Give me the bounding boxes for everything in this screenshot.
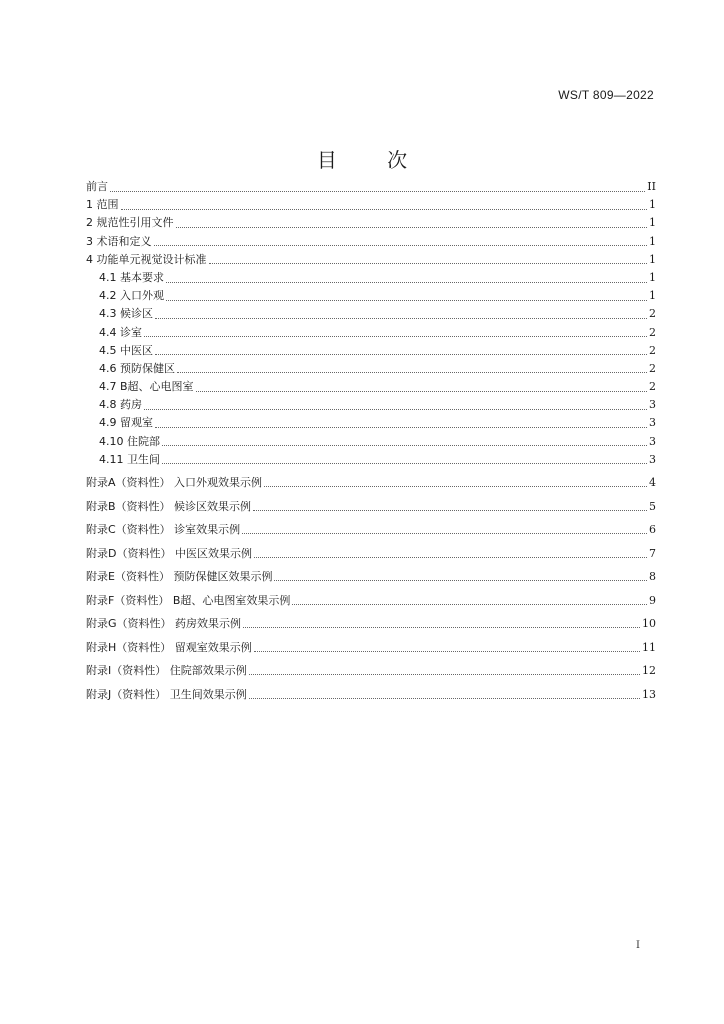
toc-annex-entry[interactable] xyxy=(86,612,656,636)
toc-entry-page: 1 xyxy=(649,270,656,284)
page-number: I xyxy=(636,940,640,951)
table-of-contents xyxy=(86,178,656,706)
toc-subentry[interactable] xyxy=(86,378,656,396)
toc-subentry[interactable] xyxy=(86,269,656,287)
toc-entry-page: 3 xyxy=(649,434,656,448)
toc-entry-label: 附录J（资料性） 卫生间效果示例 xyxy=(86,687,247,701)
toc-entry-label: 附录D（资料性） 中医区效果示例 xyxy=(86,546,252,560)
toc-annex-entry[interactable] xyxy=(86,495,656,519)
page-title: 目 次 xyxy=(316,148,430,172)
dot-leader xyxy=(196,391,647,392)
toc-entry-label: 4 功能单元视觉设计标准 xyxy=(86,252,207,266)
toc-subentry[interactable] xyxy=(86,287,656,305)
toc-entry-foreword[interactable] xyxy=(86,178,656,196)
toc-entry-page: 2 xyxy=(649,325,656,339)
toc-annex-entry[interactable] xyxy=(86,683,656,707)
standard-code: WS/T 809—2022 xyxy=(558,88,654,102)
toc-entry-label: 4.7 B超、心电图室 xyxy=(99,380,194,394)
dot-leader xyxy=(292,604,647,605)
toc-annex-entry[interactable] xyxy=(86,659,656,683)
toc-entry-page: 2 xyxy=(649,307,656,321)
toc-entry-label: 前言 xyxy=(86,180,108,193)
toc-annex-entry[interactable] xyxy=(86,542,656,566)
toc-entry-label: 1 范围 xyxy=(86,198,119,212)
dot-leader xyxy=(254,651,640,652)
toc-entry-label: 4.2 入口外观 xyxy=(99,289,164,303)
toc-entry-page: 3 xyxy=(649,416,656,430)
dot-leader xyxy=(144,336,647,337)
toc-entry-label: 4.5 中医区 xyxy=(99,343,153,357)
toc-entry-label: 4.6 预防保健区 xyxy=(99,361,175,375)
toc-entry-page: 5 xyxy=(649,499,656,513)
toc-annex-entry[interactable] xyxy=(86,589,656,613)
dot-leader xyxy=(162,445,647,446)
toc-entry-page: 1 xyxy=(649,198,656,212)
dot-leader xyxy=(249,698,640,699)
toc-entry-page: II xyxy=(647,180,656,193)
toc-entry-label: 4.9 留观室 xyxy=(99,416,153,430)
dot-leader xyxy=(166,300,647,301)
dot-leader xyxy=(154,245,648,246)
toc-entry-label: 3 术语和定义 xyxy=(86,234,152,248)
toc-subentry[interactable] xyxy=(86,396,656,414)
toc-entry-label: 4.10 住院部 xyxy=(99,434,160,448)
toc-entry-page: 13 xyxy=(642,687,656,701)
toc-entry-label: 附录I（资料性） 住院部效果示例 xyxy=(86,664,247,677)
dot-leader xyxy=(249,674,640,675)
toc-entry-label: 附录H（资料性） 留观室效果示例 xyxy=(86,640,252,654)
toc-entry-label: 附录A（资料性） 入口外观效果示例 xyxy=(86,476,263,489)
toc-entry-scope[interactable] xyxy=(86,196,656,214)
toc-entry-terms[interactable] xyxy=(86,233,656,251)
dot-leader xyxy=(264,486,647,487)
toc-entry-label: 4.11 卫生间 xyxy=(99,452,160,466)
toc-entry-label: 附录G（资料性） 药房效果示例 xyxy=(86,617,242,630)
dot-leader xyxy=(155,354,647,355)
toc-entry-page: 6 xyxy=(649,523,656,536)
toc-entry-page: 10 xyxy=(642,617,656,630)
dot-leader xyxy=(110,191,645,192)
toc-entry-page: 2 xyxy=(649,361,656,375)
toc-entry-label: 4.1 基本要求 xyxy=(99,270,164,284)
toc-entry-page: 2 xyxy=(649,343,656,357)
dot-leader xyxy=(162,463,647,464)
toc-entry-page: 11 xyxy=(642,640,656,654)
toc-subentry[interactable] xyxy=(86,451,656,469)
dot-leader xyxy=(144,409,647,410)
dot-leader xyxy=(242,533,647,534)
toc-entry-label: 4.8 药房 xyxy=(99,398,142,412)
toc-subentry[interactable] xyxy=(86,324,656,342)
toc-subentry[interactable] xyxy=(86,342,656,360)
dot-leader xyxy=(155,427,647,428)
toc-annex-entry[interactable] xyxy=(86,565,656,589)
dot-leader xyxy=(155,318,647,319)
dot-leader xyxy=(209,263,648,264)
dot-leader xyxy=(166,282,647,283)
toc-entry-label: 2 规范性引用文件 xyxy=(86,216,174,230)
dot-leader xyxy=(243,627,640,628)
toc-entry-page: 12 xyxy=(642,664,656,677)
toc-entry-page: 1 xyxy=(649,216,656,230)
toc-entry-page: 8 xyxy=(649,570,656,583)
toc-entry-page: 2 xyxy=(649,380,656,394)
toc-subentry[interactable] xyxy=(86,305,656,323)
toc-annex-entry[interactable] xyxy=(86,636,656,660)
dot-leader xyxy=(176,227,648,228)
toc-entry-page: 1 xyxy=(649,289,656,303)
toc-entry-page: 1 xyxy=(649,234,656,248)
toc-subentry[interactable] xyxy=(86,433,656,451)
toc-annex-entry[interactable] xyxy=(86,518,656,542)
toc-entry-design-standards[interactable] xyxy=(86,251,656,269)
dot-leader xyxy=(274,580,647,581)
toc-entry-page: 1 xyxy=(649,252,656,266)
toc-entry-page: 9 xyxy=(649,593,656,607)
toc-entry-page: 7 xyxy=(649,546,656,560)
toc-entry-label: 附录E（资料性） 预防保健区效果示例 xyxy=(86,570,273,583)
toc-subentry[interactable] xyxy=(86,414,656,432)
toc-entry-label: 附录F（资料性） B超、心电图室效果示例 xyxy=(86,593,291,607)
toc-entry-label: 4.3 候诊区 xyxy=(99,307,153,321)
toc-entry-label: 4.4 诊室 xyxy=(99,325,142,339)
toc-entry-label: 附录B（资料性） 候诊区效果示例 xyxy=(86,499,252,513)
toc-entry-page: 4 xyxy=(649,476,656,489)
dot-leader xyxy=(121,209,648,210)
dot-leader xyxy=(254,557,647,558)
toc-subentry[interactable] xyxy=(86,360,656,378)
toc-entry-label: 附录C（资料性） 诊室效果示例 xyxy=(86,523,241,536)
toc-entry-page: 3 xyxy=(649,452,656,466)
dot-leader xyxy=(253,510,647,511)
dot-leader xyxy=(177,372,647,373)
toc-entry-page: 3 xyxy=(649,398,656,412)
toc-annex-entry[interactable] xyxy=(86,471,656,495)
toc-entry-normative-references[interactable] xyxy=(86,214,656,232)
